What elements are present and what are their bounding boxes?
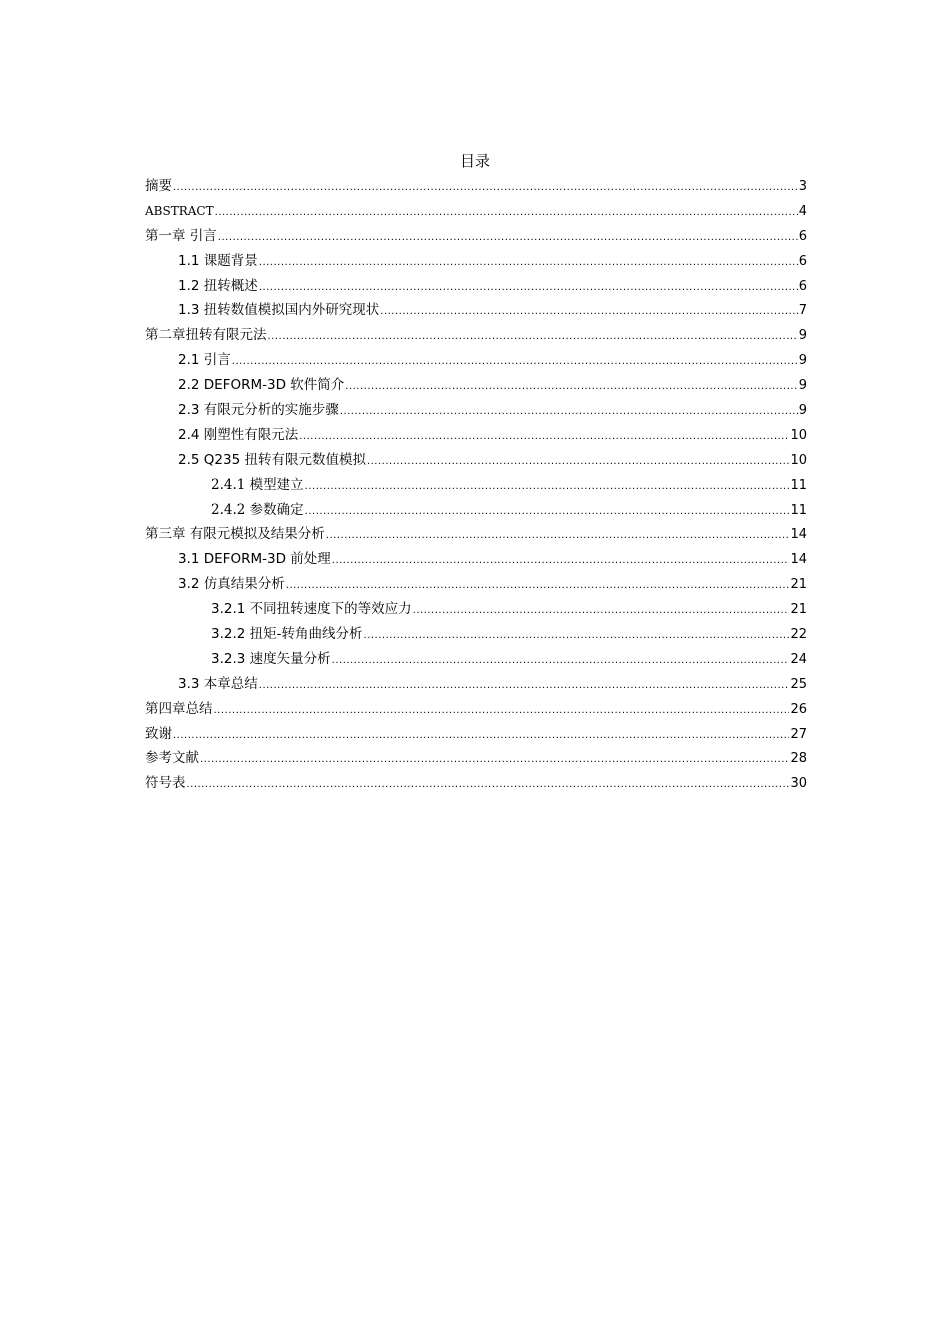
- toc-entry[interactable]: [145, 298, 807, 323]
- toc-entry[interactable]: [145, 174, 807, 199]
- toc-dot-leader: [268, 325, 798, 350]
- toc-entry[interactable]: [145, 672, 807, 697]
- toc-page-number: 6: [798, 253, 807, 269]
- toc-dot-leader: [200, 748, 789, 773]
- toc-entry-label: 3.2.2 扭矩-转角曲线分析: [211, 626, 363, 643]
- toc-entry-label: 致谢: [145, 725, 172, 742]
- toc-entry[interactable]: [145, 597, 807, 622]
- toc-page-number: 11: [790, 477, 807, 493]
- toc-page-number: 6: [798, 278, 807, 294]
- toc-entry-label: 第二章扭转有限元法: [145, 327, 267, 344]
- toc-entry-label: 2.2 DEFORM-3D 软件简介: [178, 377, 345, 394]
- toc-entry[interactable]: [145, 373, 807, 398]
- toc-page-number: 11: [790, 502, 807, 518]
- toc-page-number: 26: [790, 701, 807, 717]
- toc-entry[interactable]: [145, 423, 807, 448]
- toc-page-number: 22: [790, 627, 807, 643]
- toc-entry[interactable]: [145, 746, 807, 771]
- toc-dot-leader: [340, 400, 798, 425]
- toc-dot-leader: [173, 724, 789, 749]
- toc-entry-label: 3.2.3 速度矢量分析: [211, 650, 331, 667]
- toc-page-number: 24: [790, 651, 807, 667]
- toc-dot-leader: [218, 226, 798, 251]
- toc-dot-leader: [214, 699, 790, 724]
- toc-dot-leader: [305, 475, 790, 500]
- toc-entry-label: 2.4.2 参数确定: [211, 501, 304, 518]
- toc-page-number: 10: [790, 452, 807, 468]
- toc-entry-label: 1.1 课题背景: [178, 252, 258, 269]
- toc-page-number: 28: [790, 751, 807, 767]
- toc-dot-leader: [345, 375, 797, 400]
- toc-page-number: 7: [798, 303, 807, 319]
- toc-dot-leader: [259, 276, 798, 301]
- toc-dot-leader: [413, 599, 790, 624]
- toc-dot-leader: [299, 425, 789, 450]
- toc-entry-label: 1.3 扭转数值模拟国内外研究现状: [178, 302, 380, 319]
- toc-entry[interactable]: [145, 722, 807, 747]
- toc-page-number: 27: [790, 726, 807, 742]
- toc-entry-label: 2.4.1 模型建立: [211, 476, 304, 493]
- toc-page-number: 3: [798, 179, 807, 194]
- toc-entry[interactable]: [145, 398, 807, 423]
- toc-entry-label: 符号表: [145, 775, 186, 792]
- toc-page-number: 21: [790, 577, 807, 593]
- toc-page-number: 30: [790, 776, 807, 792]
- toc-dot-leader: [286, 574, 790, 599]
- toc-entry-label: 2.4 刚塑性有限元法: [178, 426, 299, 443]
- toc-entry[interactable]: [145, 224, 807, 249]
- toc-dot-leader: [332, 549, 790, 574]
- toc-entry[interactable]: [145, 199, 807, 224]
- toc-dot-leader: [187, 773, 790, 798]
- toc-page-number: 14: [790, 552, 807, 568]
- toc-page-number: 4: [798, 203, 807, 219]
- toc-page-number: 21: [790, 602, 807, 618]
- toc-entry[interactable]: [145, 274, 807, 299]
- toc-entry[interactable]: [145, 498, 807, 523]
- toc-entry[interactable]: [145, 547, 807, 572]
- toc-entry[interactable]: [145, 771, 807, 796]
- toc-entry-label: 摘要: [145, 178, 172, 194]
- toc-entry[interactable]: [145, 647, 807, 672]
- toc-entry[interactable]: [145, 473, 807, 498]
- toc-page-number: 9: [798, 403, 807, 419]
- table-of-contents: [145, 174, 807, 796]
- toc-entry[interactable]: [145, 622, 807, 647]
- toc-entry-label: 第三章 有限元模拟及结果分析: [145, 526, 325, 543]
- toc-entry-label: 3.2.1 不同扭转速度下的等效应力: [211, 601, 412, 618]
- toc-dot-leader: [305, 500, 790, 525]
- toc-entry-label: 3.3 本章总结: [178, 675, 258, 692]
- toc-dot-leader: [364, 624, 790, 649]
- toc-entry[interactable]: [145, 323, 807, 348]
- toc-page-number: 9: [798, 353, 807, 369]
- toc-title: 目录: [459, 152, 490, 170]
- toc-dot-leader: [232, 350, 798, 375]
- toc-dot-leader: [332, 649, 790, 674]
- toc-entry-label: 1.2 扭转概述: [178, 277, 258, 294]
- toc-page-number: 10: [790, 427, 807, 443]
- toc-page-number: 9: [798, 378, 807, 394]
- toc-entry[interactable]: [145, 522, 807, 547]
- toc-entry-label: 3.2 仿真结果分析: [178, 576, 285, 593]
- toc-entry[interactable]: [145, 572, 807, 597]
- toc-page-number: 9: [798, 328, 807, 344]
- toc-entry[interactable]: [145, 249, 807, 274]
- toc-entry-label: 第四章总结: [145, 700, 213, 717]
- toc-dot-leader: [215, 201, 798, 226]
- toc-entry[interactable]: [145, 448, 807, 473]
- toc-page-number: 6: [798, 228, 807, 244]
- toc-dot-leader: [259, 674, 790, 699]
- toc-dot-leader: [326, 524, 790, 549]
- toc-entry-label: 2.1 引言: [178, 352, 231, 369]
- toc-entry-label: 2.5 Q235 扭转有限元数值模拟: [178, 451, 366, 468]
- toc-dot-leader: [367, 450, 790, 475]
- toc-page-number: 25: [790, 676, 807, 692]
- toc-entry-label: 2.3 有限元分析的实施步骤: [178, 402, 339, 419]
- toc-entry[interactable]: [145, 348, 807, 373]
- toc-dot-leader: [380, 300, 797, 325]
- toc-dot-leader: [259, 251, 798, 276]
- toc-page-number: 14: [790, 527, 807, 543]
- toc-entry-label: 3.1 DEFORM-3D 前处理: [178, 551, 331, 568]
- toc-entry[interactable]: [145, 697, 807, 722]
- toc-entry-label: 第一章 引言: [145, 227, 217, 244]
- toc-dot-leader: [173, 176, 798, 201]
- toc-entry-label: 参考文献: [145, 750, 199, 767]
- toc-entry-label: ABSTRACT: [145, 203, 214, 218]
